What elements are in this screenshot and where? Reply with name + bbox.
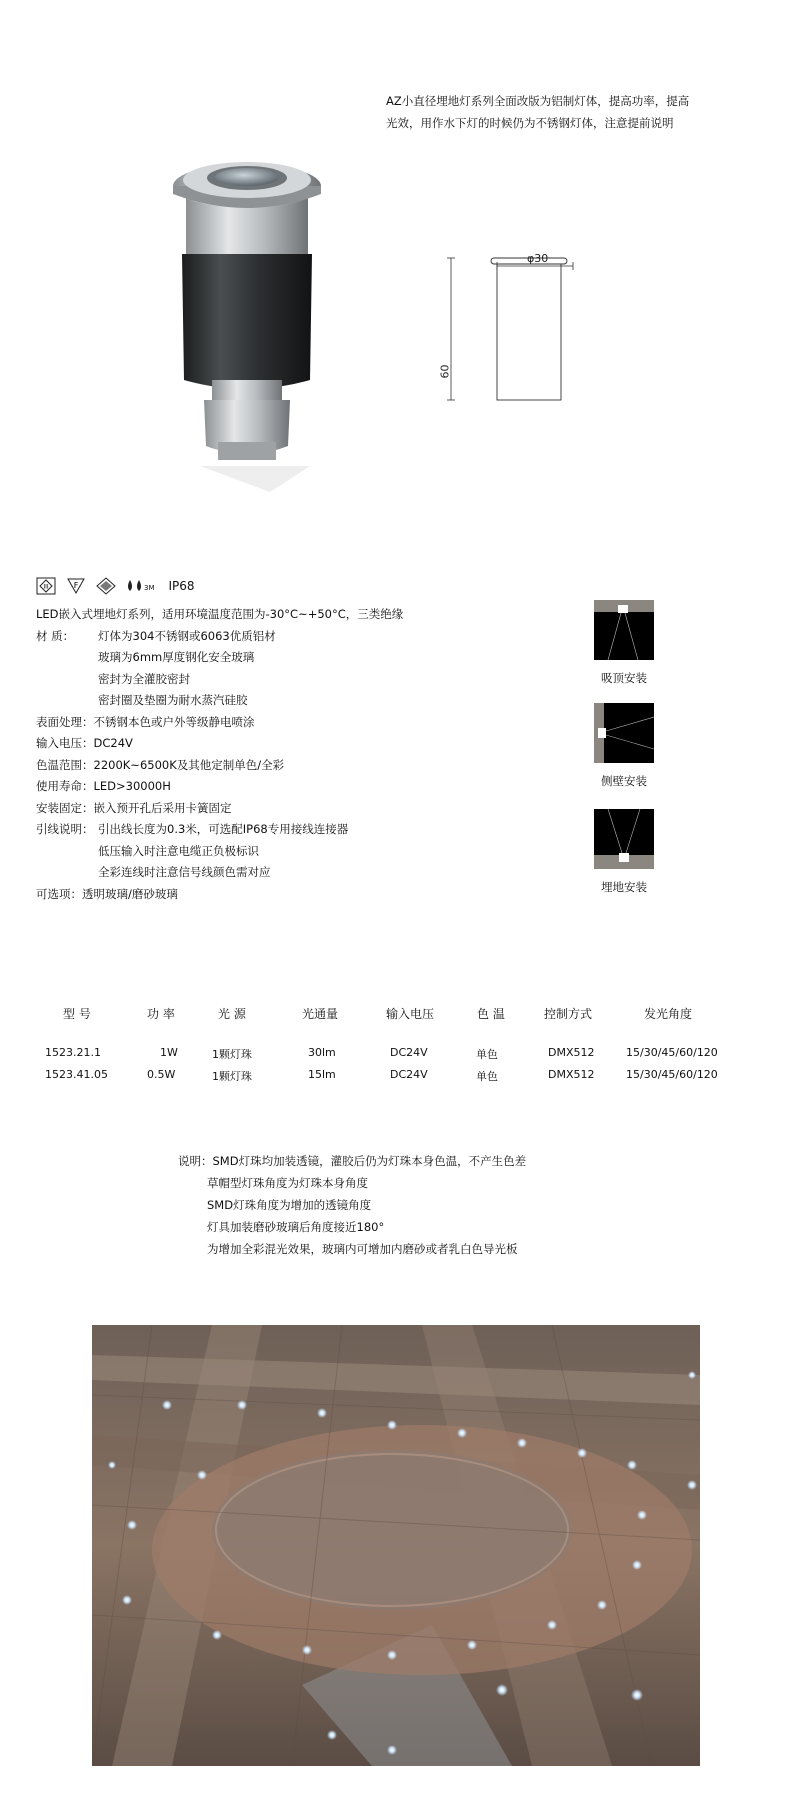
notes <box>178 1150 526 1260</box>
color-temperature: 色温范围：2200K~6500K及其他定制单色/全彩 <box>36 757 285 772</box>
cell-input-voltage: DC24V <box>390 1068 428 1081</box>
wall-mount-label: 侧壁安装 <box>601 774 647 788</box>
wiring-line-2: 低压输入时注意电缆正负极标识 <box>98 843 259 858</box>
svg-text:F: F <box>73 581 79 590</box>
cell-model: 1523.41.05 <box>45 1068 108 1081</box>
header-light-source: 光 源 <box>218 1007 246 1021</box>
material-line-3: 密封为全灌胶密封 <box>98 671 190 686</box>
wiring-label: 引线说明： <box>36 822 94 836</box>
ip-rating: IP68 <box>168 579 195 593</box>
product-photo <box>160 136 360 496</box>
intro-line-2: 光效，用作水下灯的时候仍为不锈钢灯体，注意提前说明 <box>386 116 674 130</box>
ceiling-mount-diagram <box>594 600 654 660</box>
application-scene-photo <box>92 1325 700 1766</box>
cell-light-source: 1颗灯珠 <box>212 1070 252 1083</box>
header-color-temp: 色 温 <box>477 1007 505 1021</box>
submersible-icon <box>126 580 155 592</box>
cell-luminous-flux: 30lm <box>308 1046 336 1059</box>
cell-beam-angle: 15/30/45/60/120 <box>626 1046 718 1059</box>
depth-label: 3M <box>144 584 155 592</box>
header-control: 控制方式 <box>544 1007 593 1021</box>
notes-line-3: SMD灯珠角度为增加的透镜角度 <box>207 1198 372 1212</box>
material-line-2: 玻璃为6mm厚度钢化安全玻璃 <box>98 650 255 664</box>
input-voltage: 输入电压：DC24V <box>36 736 133 750</box>
table-body <box>30 1046 740 1090</box>
table-row <box>30 1046 740 1068</box>
table-header <box>30 1005 740 1027</box>
material-line-1: 灯体为304不锈钢或6063优质铝材 <box>98 628 276 643</box>
body-outline <box>497 264 561 400</box>
cell-color-temp: 单色 <box>476 1070 498 1083</box>
notes-line-1: 说明：SMD灯珠均加装透镜，灌胶后仍为灯珠本身色温，不产生色差 <box>178 1154 527 1168</box>
diameter-label: φ30 <box>527 252 549 265</box>
ground-mount-diagram <box>594 809 654 869</box>
options: 可选项：透明玻璃/磨砂玻璃 <box>36 886 178 901</box>
header-input-voltage: 输入电压 <box>386 1007 435 1021</box>
install-wall <box>593 703 655 789</box>
surface-treatment: 表面处理：不锈钢本色或户外等级静电喷涂 <box>36 714 255 729</box>
notes-line-4: 灯具加装磨砂玻璃后角度接近180° <box>207 1220 385 1234</box>
install-ceiling <box>593 600 655 686</box>
cell-control: DMX512 <box>548 1068 595 1081</box>
cell-luminous-flux: 15lm <box>308 1068 336 1081</box>
dimension-drawing <box>445 252 605 467</box>
cell-light-source: 1颗灯珠 <box>212 1048 252 1061</box>
header-luminous-flux: 光通量 <box>302 1007 339 1021</box>
cell-input-voltage: DC24V <box>390 1046 428 1059</box>
material-line-4: 密封圈及垫圈为耐水蒸汽硅胶 <box>98 693 248 707</box>
install-ground <box>593 809 655 895</box>
header-power: 功 率 <box>147 1007 175 1021</box>
f-mark-icon <box>66 577 86 595</box>
installation-fixing: 安装固定：嵌入预开孔后采用卡簧固定 <box>36 800 232 815</box>
cell-model: 1523.21.1 <box>45 1046 101 1059</box>
table-row <box>30 1068 740 1090</box>
notes-line-2: 草帽型灯珠角度为灯珠本身角度 <box>207 1176 368 1190</box>
header-beam-angle: 发光角度 <box>644 1007 693 1021</box>
wiring-line-1: 引出线长度为0.3米，可选配IP68专用接线连接器 <box>98 822 349 836</box>
wiring-line-3: 全彩连线时注意信号线颜色需对应 <box>98 865 271 879</box>
cell-beam-angle: 15/30/45/60/120 <box>626 1068 718 1081</box>
spec-intro: LED嵌入式埋地灯系列，适用环境温度范围为-30°C~+50°C，三类绝缘 <box>36 607 404 621</box>
cell-color-temp: 单色 <box>476 1048 498 1061</box>
svg-text:III: III <box>43 583 49 591</box>
dust-tight-icon <box>96 577 116 595</box>
certification-row <box>36 576 195 596</box>
class-iii-insulation-icon <box>36 577 56 595</box>
material-label: 材 质： <box>36 628 75 643</box>
lifetime: 使用寿命：LED>30000H <box>36 779 171 793</box>
cell-control: DMX512 <box>548 1046 595 1059</box>
wall-mount-diagram <box>594 703 654 763</box>
ground-mount-label: 埋地安装 <box>601 880 647 894</box>
intro-text <box>386 90 716 134</box>
notes-line-5: 为增加全彩混光效果，玻璃内可增加内磨砂或者乳白色导光板 <box>207 1242 518 1256</box>
cell-power: 0.5W <box>147 1068 176 1081</box>
spec-list <box>36 604 596 905</box>
height-label: 60 <box>438 364 452 379</box>
cell-power: 1W <box>160 1046 178 1059</box>
intro-line-1: AZ小直径埋地灯系列全面改版为铝制灯体，提高功率，提高 <box>386 94 690 108</box>
header-model: 型 号 <box>63 1007 91 1021</box>
ceiling-mount-label: 吸顶安装 <box>601 671 647 685</box>
